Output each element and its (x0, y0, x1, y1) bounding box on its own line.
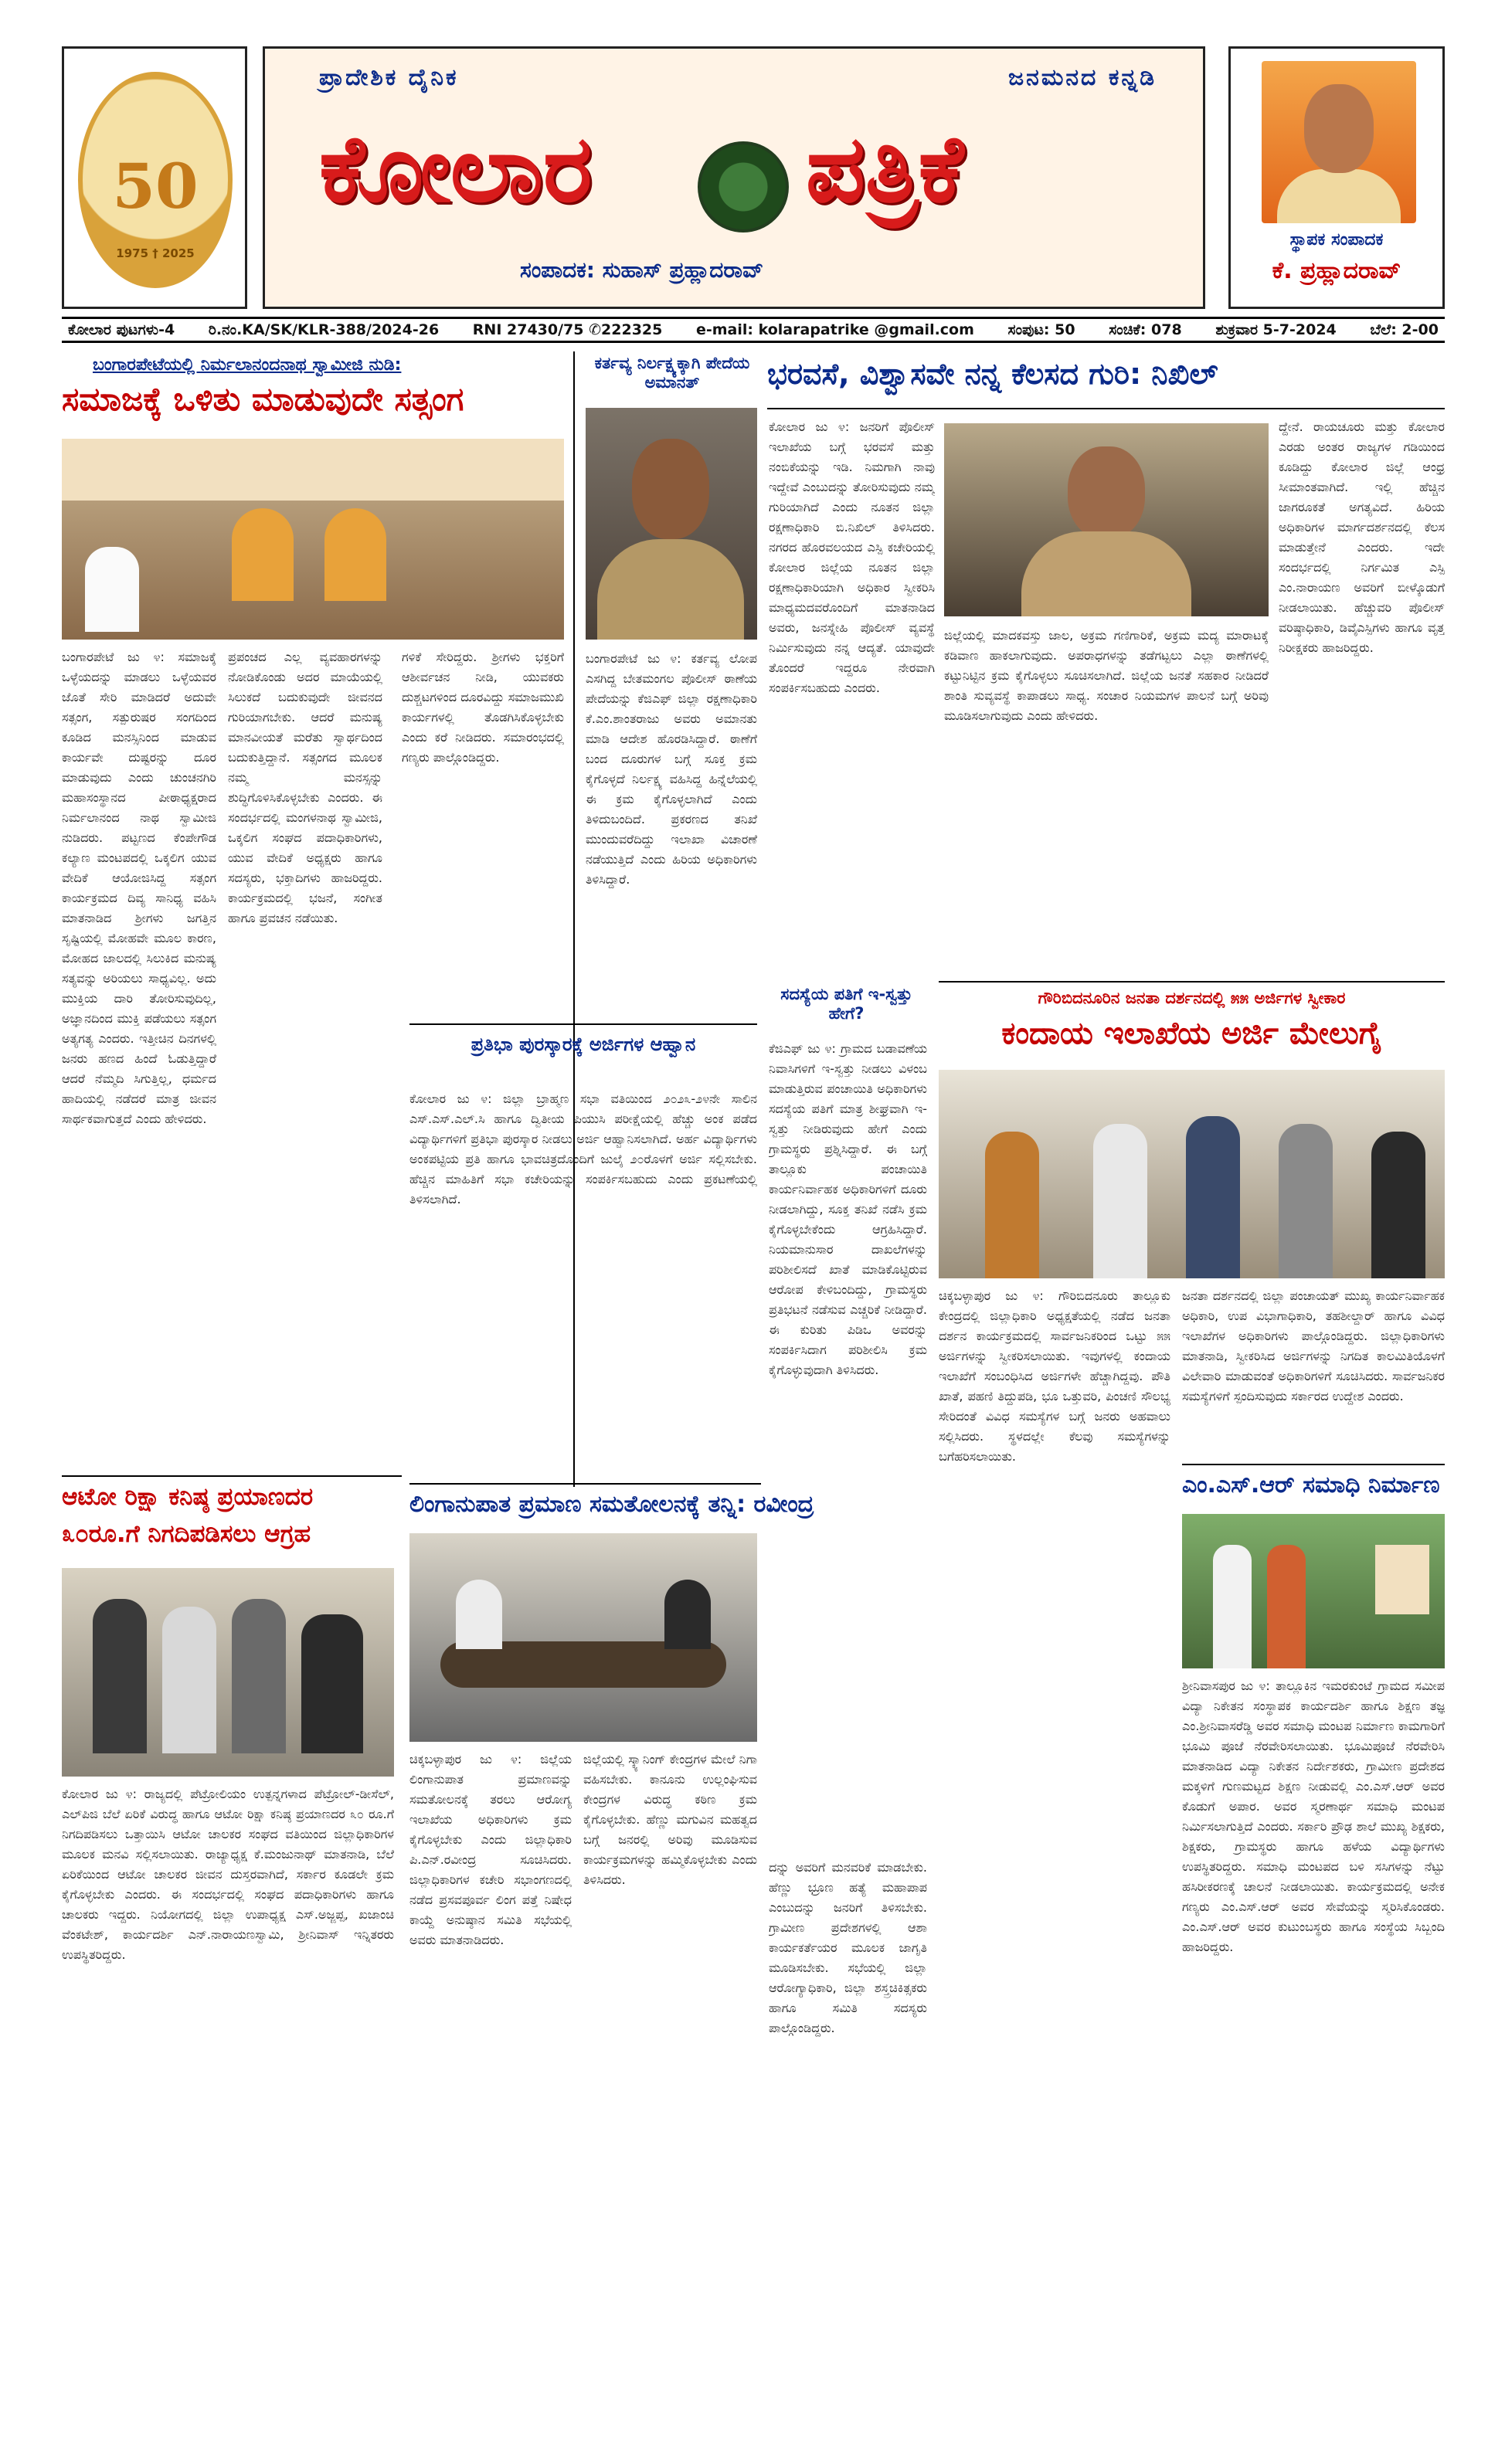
info-date: ಶುಕ್ರವಾರ 5-7-2024 (1215, 321, 1337, 338)
info-email: e-mail: kolarapatrike @gmail.com (695, 321, 974, 338)
story1-kicker: ಬಂಗಾರಪೇಟೆಯಲ್ಲಿ ನಿರ್ಮಲಾನಂದನಾಥ ಸ್ವಾಮೀಜಿ ನುಡಿ: (93, 355, 402, 375)
founder-portrait (1262, 61, 1416, 223)
story4-body: ಕೋಲಾರ ಜು ೪: ಜಿಲ್ಲಾ ಬ್ರಾಹ್ಮಣ ಸಭಾ ವತಿಯಿಂದ ೨೦೨೩-೨೪ನೇ ಸಾಲಿನ ಎಸ್.ಎಸ್.ಎಲ್.ಸಿ ಹಾಗೂ ದ್ವಿತೀಯ ಪಿಯುಸಿ ಪರೀಕ್ಷೆಯಲ್ಲಿ ಹೆಚ್ಚು ಅಂಕ ಪಡೆದ ವಿದ್ಯಾರ್ಥಿಗಳಿಗೆ ಪ್ರತಿಭಾ ಪುರಸ್ಕಾರ ನೀಡಲು ಅರ್ಜಿ ಆಹ್ವಾನಿಸಲಾಗಿದೆ. ಅರ್ಹ ವಿದ್ಯಾರ್ಥಿಗಳು ಅಂಕಪಟ್ಟಿಯ ಪ್ರತಿ ಹಾಗೂ ಭಾವಚಿತ್ರದೊಂದಿಗೆ ಜುಲೈ ೨೦ರೊಳಗೆ ಅರ್ಜಿ ಸಲ್ಲಿಸಬೇಕು. ಹೆಚ್ಚಿನ ಮಾಹಿತಿಗೆ ಸಭಾ ಕಚೇರಿಯನ್ನು ಸಂಪರ್ಕಿಸಬಹುದು ಎಂದು ಪ್ರಕಟಣೆಯಲ್ಲಿ ತಿಳಿಸಲಾಗಿದೆ. (409, 1091, 757, 1207)
story3-body: ಬಂಗಾರಪೇಟೆ ಜು ೪: ಕರ್ತವ್ಯ ಲೋಪ ಎಸಗಿದ್ದ ಬೇತಮಂಗಲ ಪೊಲೀಸ್ ಠಾಣೆಯ ಪೇದೆಯನ್ನು ಕೆಜಿಎಫ್ ಜಿಲ್ಲಾ ರಕ್ಷಣಾಧಿಕಾರಿ ಕೆ.ಎಂ.ಶಾಂತರಾಜು ಅವರು ಅಮಾನತು ಮಾಡಿ ಆದೇಶ ಹೊರಡಿಸಿದ್ದಾರೆ. ಠಾಣೆಗೆ ಬಂದ ದೂರುಗಳ ಬಗ್ಗೆ ಸೂಕ್ತ ಕ್ರಮ ಕೈಗೊಳ್ಳದೆ ನಿರ್ಲಕ್ಷ್ಯ ವಹಿಸಿದ್ದ ಹಿನ್ನೆಲೆಯಲ್ಲಿ ಈ ಕ್ರಮ ಕೈಗೊಳ್ಳಲಾಗಿದೆ ಎಂದು ತಿಳಿದುಬಂದಿದೆ. ಪ್ರಕರಣದ ತನಿಖೆ ಮುಂದುವರೆದಿದ್ದು ಇಲಾಖಾ ವಿಚಾರಣೆ ನಡೆಯುತ್ತಿದೆ ಎಂದು ಹಿರಿಯ ಅಧಿಕಾರಿಗಳು ತಿಳಿಸಿದ್ದಾರೆ. (586, 651, 757, 887)
editor-line: ಸಂಪಾದಕ: ಸುಹಾಸ್ ಪ್ರಹ್ಲಾದರಾವ್ (520, 257, 764, 283)
story5-headline: ಭರವಸೆ, ವಿಶ್ವಾಸವೇ ನನ್ನ ಕೆಲಸದ ಗುರಿ: ನಿಖಿಲ್ (767, 357, 1218, 391)
story2-photo (62, 1568, 394, 1777)
story2-headline-2: ೩೦ರೂ.ಗೆ ನಿಗದಿಪಡಿಸಲು ಆಗ್ರಹ (62, 1520, 311, 1548)
story2-body: ಕೋಲಾರ ಜು ೪: ರಾಜ್ಯದಲ್ಲಿ ಪೆಟ್ರೋಲಿಯಂ ಉತ್ಪನ್ನಗಳಾದ ಪೆಟ್ರೋಲ್-ಡೀಸೆಲ್, ಎಲ್‌ಪಿಜಿ ಬೆಲೆ ಏರಿಕೆ ವಿರುದ್ಧ ಹಾಗೂ ಆಟೋ ರಿಕ್ಷಾ ಕನಿಷ್ಠ ಪ್ರಯಾಣದರ ೩೦ ರೂ.ಗೆ ನಿಗದಿಪಡಿಸಲು ಒತ್ತಾಯಿಸಿ ಆಟೋ ಚಾಲಕರ ಸಂಘದ ವತಿಯಿಂದ ಜಿಲ್ಲಾಧಿಕಾರಿಗಳ ಮೂಲಕ ಮನವಿ ಸಲ್ಲಿಸಲಾಯಿತು. ರಾಜ್ಯಾಧ್ಯಕ್ಷ ಕೆ.ಮಂಜುನಾಥ್ ಮಾತನಾಡಿ, ಬೆಲೆ ಏರಿಕೆಯಿಂದ ಆಟೋ ಚಾಲಕರ ಜೀವನ ದುಸ್ತರವಾಗಿದೆ, ಸರ್ಕಾರ ಕೂಡಲೇ ಕ್ರಮ ಕೈಗೊಳ್ಳಬೇಕು ಎಂದರು. ಈ ಸಂದರ್ಭದಲ್ಲಿ ಸಂಘದ ಪದಾಧಿಕಾರಿಗಳು ಹಾಗೂ ಚಾಲಕರು ಇದ್ದರು. ನಿಯೋಗದಲ್ಲಿ ಜಿಲ್ಲಾ ಉಪಾಧ್ಯಕ್ಷ ಎಸ್.ಅಜ್ಜಪ್ಪ, ಖಜಾಂಚಿ ವೆಂಕಟೇಶ್, ಕಾರ್ಯದರ್ಶಿ ಎನ್.ನಾರಾಯಣಸ್ವಾಮಿ, ಶ್ರೀನಿವಾಸ್ ಇನ್ನಿತರರು ಉಪಸ್ಥಿತರಿದ್ದರು. (62, 1787, 394, 1962)
story3-photo (586, 408, 757, 640)
info-volume: ಸಂಪುಟ: 50 (1007, 321, 1075, 338)
masthead-title-left: ಕೋಲಾರ (319, 114, 593, 223)
info-rni: RNI 27430/75 ✆222325 (472, 321, 663, 338)
story1-col3: ಗಳಿಕೆ ಸೇರಿದ್ದರು. ಶ್ರೀಗಳು ಭಕ್ತರಿಗೆ ಆಶೀರ್ವಚನ ನೀಡಿ, ಯುವಕರು ದುಶ್ಚಟಗಳಿಂದ ದೂರವಿದ್ದು ಸಮಾಜಮುಖಿ ಕಾರ್ಯಗಳಲ್ಲಿ ತೊಡಗಿಸಿಕೊಳ್ಳಬೇಕು ಎಂದು ಕರೆ ನೀಡಿದರು. ಸಮಾರಂಭದಲ್ಲಿ ಗಣ್ಯರು ಪಾಲ್ಗೊಂಡಿದ್ದರು. (402, 650, 564, 765)
founder-name: ಕೆ. ಪ್ರಹ್ಲಾದರಾವ್ (1272, 257, 1401, 284)
story7-headline: ಕಂದಾಯ ಇಲಾಖೆಯ ಅರ್ಜಿ ಮೇಲುಗೈ (1001, 1016, 1382, 1051)
story6-body: ಕೆಜಿಎಫ್ ಜು ೪: ಗ್ರಾಮದ ಬಡಾವಣೆಯ ನಿವಾಸಿಗಳಿಗೆ ಇ-ಸ್ವತ್ತು ನೀಡಲು ವಿಳಂಬ ಮಾಡುತ್ತಿರುವ ಪಂಚಾಯಿತಿ ಅಧಿಕಾರಿಗಳು ಸದಸ್ಯೆಯ ಪತಿಗೆ ಮಾತ್ರ ಶೀಘ್ರವಾಗಿ ಇ-ಸ್ವತ್ತು ನೀಡಿರುವುದು ಹೇಗೆ ಎಂದು ಗ್ರಾಮಸ್ಥರು ಪ್ರಶ್ನಿಸಿದ್ದಾರೆ. ಈ ಬಗ್ಗೆ ತಾಲ್ಲೂಕು ಪಂಚಾಯಿತಿ ಕಾರ್ಯನಿರ್ವಾಹಕ ಅಧಿಕಾರಿಗಳಿಗೆ ದೂರು ನೀಡಲಾಗಿದ್ದು, ಸೂಕ್ತ ತನಿಖೆ ನಡೆಸಿ ಕ್ರಮ ಕೈಗೊಳ್ಳಬೇಕೆಂದು ಆಗ್ರಹಿಸಿದ್ದಾರೆ. ನಿಯಮಾನುಸಾರ ದಾಖಲೆಗಳನ್ನು ಪರಿಶೀಲಿಸದೆ ಖಾತೆ ಮಾಡಿಕೊಟ್ಟಿರುವ ಆರೋಪ ಕೇಳಿಬಂದಿದ್ದು, ಗ್ರಾಮಸ್ಥರು ಪ್ರತಿಭಟನೆ ನಡೆಸುವ ಎಚ್ಚರಿಕೆ ನೀಡಿದ್ದಾರೆ. ಈ ಕುರಿತು ಪಿಡಿಒ ಅವರನ್ನು ಸಂಪರ್ಕಿಸಿದಾಗ ಪರಿಶೀಲಿಸಿ ಕ್ರಮ ಕೈಗೊಳ್ಳುವುದಾಗಿ ತಿಳಿಸಿದರು. (769, 1041, 927, 1377)
info-bar (62, 317, 1445, 343)
logo-number: 50 (112, 150, 199, 222)
info-price: ಬೆಲೆ: 2-00 (1370, 321, 1439, 338)
story1-col2: ಪ್ರಪಂಚದ ಎಲ್ಲ ವ್ಯವಹಾರಗಳನ್ನು ನೋಡಿಕೊಂಡು ಅದರ ಮಾಯೆಯಲ್ಲಿ ಸಿಲುಕದೆ ಬದುಕುವುದೇ ಜೀವನದ ಗುರಿಯಾಗಬೇಕು. ಆದರೆ ಮನುಷ್ಯ ಮಾನವೀಯತೆ ಮರೆತು ಸ್ವಾರ್ಥದಿಂದ ಬದುಕುತ್ತಿದ್ದಾನೆ. ಸತ್ಸಂಗದ ಮೂಲಕ ನಮ್ಮ ಮನಸ್ಸನ್ನು ಶುದ್ಧಿಗೊಳಿಸಿಕೊಳ್ಳಬೇಕು ಎಂದರು. ಈ ಸಂದರ್ಭದಲ್ಲಿ ಮಂಗಳನಾಥ ಸ್ವಾಮೀಜಿ, ಒಕ್ಕಲಿಗ ಸಂಘದ ಪದಾಧಿಕಾರಿಗಳು, ಯುವ ವೇದಿಕೆ ಅಧ್ಯಕ್ಷರು ಹಾಗೂ ಸದಸ್ಯರು, ಭಕ್ತಾದಿಗಳು ಹಾಜರಿದ್ದರು. ಕಾರ್ಯಕ್ರಮದಲ್ಲಿ ಭಜನೆ, ಸಂಗೀತ ಹಾಗೂ ಪ್ರವಚನ ನಡೆಯಿತು. (228, 650, 382, 925)
story5-col1: ಕೋಲಾರ ಜು ೪: ಜನರಿಗೆ ಪೊಲೀಸ್ ಇಲಾಖೆಯ ಬಗ್ಗೆ ಭರವಸೆ ಮತ್ತು ನಂಬಿಕೆಯನ್ನು ಇಡಿ. ನಿಮಗಾಗಿ ನಾವು ಇದ್ದೇವೆ ಎಂಬುದನ್ನು ತೋರಿಸುವುದು ನಮ್ಮ ಗುರಿಯಾಗಿದೆ ಎಂದು ನೂತನ ಜಿಲ್ಲಾ ರಕ್ಷಣಾಧಿಕಾರಿ ಬಿ.ನಿಖಿಲ್ ತಿಳಿಸಿದರು. ನಗರದ ಹೊರವಲಯದ ಎಸ್ಪಿ ಕಚೇರಿಯಲ್ಲಿ ಕೋಲಾರ ಜಿಲ್ಲೆಯ ನೂತನ ಜಿಲ್ಲಾ ರಕ್ಷಣಾಧಿಕಾರಿಯಾಗಿ ಅಧಿಕಾರ ಸ್ವೀಕರಿಸಿ ಮಾಧ್ಯಮದವರೊಂದಿಗೆ ಮಾತನಾಡಿದ ಅವರು, ಜನಸ್ನೇಹಿ ಪೊಲೀಸ್ ವ್ಯವಸ್ಥೆ ನಿರ್ಮಿಸುವುದು ನನ್ನ ಆದ್ಯತೆ. ಯಾವುದೇ ತೊಂದರೆ ಇದ್ದರೂ ನೇರವಾಗಿ ಸಂಪರ್ಕಿಸಬಹುದು ಎಂದರು. (769, 419, 935, 695)
masthead-kicker-left: ಪ್ರಾದೇಶಿಕ ದೈನಿಕ (319, 64, 459, 91)
masthead (263, 46, 1205, 309)
anniversary-logo-box (62, 46, 247, 309)
elephant-emblem-icon (698, 141, 789, 232)
story6-kicker: ಸದಸ್ಯೆಯ ಪತಿಗೆ ಇ-ಸ್ವತ್ತು ಹೇಗೆ? (780, 985, 912, 1023)
story1-headline: ಸಮಾಜಕ್ಕೆ ಒಳಿತು ಮಾಡುವುದೇ ಸತ್ಸಂಗ (62, 380, 464, 418)
logo-years: 1975 † 2025 (116, 246, 195, 260)
story5-photo (944, 423, 1269, 616)
story9-col1: ಚಿಕ್ಕಬಳ್ಳಾಪುರ ಜು ೪: ಜಿಲ್ಲೆಯ ಲಿಂಗಾನುಪಾತ ಪ್ರಮಾಣವನ್ನು ಸಮತೋಲನಕ್ಕೆ ತರಲು ಆರೋಗ್ಯ ಇಲಾಖೆಯ ಅಧಿಕಾರಿಗಳು ಕ್ರಮ ಕೈಗೊಳ್ಳಬೇಕು ಎಂದು ಜಿಲ್ಲಾಧಿಕಾರಿ ಪಿ.ಎನ್.ರವೀಂದ್ರ ಸೂಚಿಸಿದರು. ಜಿಲ್ಲಾಧಿಕಾರಿಗಳ ಕಚೇರಿ ಸಭಾಂಗಣದಲ್ಲಿ ನಡೆದ ಪ್ರಸವಪೂರ್ವ ಲಿಂಗ ಪತ್ತೆ ನಿಷೇಧ ಕಾಯ್ದೆ ಅನುಷ್ಠಾನ ಸಮಿತಿ ಸಭೆಯಲ್ಲಿ ಅವರು ಮಾತನಾಡಿದರು. (409, 1752, 572, 1947)
info-pages: ಕೋಲಾರ ಪುಟಗಳು-4 (68, 321, 175, 338)
story9-col3: ದನ್ನು ಅವರಿಗೆ ಮನವರಿಕೆ ಮಾಡಬೇಕು. ಹೆಣ್ಣು ಭ್ರೂಣ ಹತ್ಯೆ ಮಹಾಪಾಪ ಎಂಬುದನ್ನು ಜನರಿಗೆ ತಿಳಿಸಬೇಕು. ಗ್ರಾಮೀಣ ಪ್ರದೇಶಗಳಲ್ಲಿ ಆಶಾ ಕಾರ್ಯಕರ್ತೆಯರ ಮೂಲಕ ಜಾಗೃತಿ ಮೂಡಿಸಬೇಕು. ಸಭೆಯಲ್ಲಿ ಜಿಲ್ಲಾ ಆರೋಗ್ಯಾಧಿಕಾರಿ, ಜಿಲ್ಲಾ ಶಸ್ತ್ರಚಿಕಿತ್ಸಕರು ಹಾಗೂ ಸಮಿತಿ ಸದಸ್ಯರು ಪಾಲ್ಗೊಂಡಿದ್ದರು. (769, 1860, 927, 2035)
founder-label: ಸ್ಥಾಪಕ ಸಂಪಾದಕ (1289, 230, 1384, 249)
story2-headline-1: ಆಟೋ ರಿಕ್ಷಾ ಕನಿಷ್ಠ ಪ್ರಯಾಣದರ (62, 1483, 314, 1511)
story7-photo (939, 1070, 1445, 1278)
founder-face-icon (1304, 84, 1374, 173)
story5-col2: ಜಿಲ್ಲೆಯಲ್ಲಿ ಮಾದಕವಸ್ತು ಜಾಲ, ಅಕ್ರಮ ಗಣಿಗಾರಿಕೆ, ಅಕ್ರಮ ಮದ್ಯ ಮಾರಾಟಕ್ಕೆ ಕಡಿವಾಣ ಹಾಕಲಾಗುವುದು. ಅಪರಾಧಗಳನ್ನು ತಡೆಗಟ್ಟಲು ಎಲ್ಲಾ ಠಾಣೆಗಳಲ್ಲಿ ಕಟ್ಟುನಿಟ್ಟಿನ ಕ್ರಮ ಕೈಗೊಳ್ಳಲು ಸೂಚಿಸಲಾಗಿದೆ. ಜಿಲ್ಲೆಯ ಜನತೆ ಸಹಕಾರ ನೀಡಿದರೆ ಶಾಂತಿ ಸುವ್ಯವಸ್ಥೆ ಕಾಪಾಡಲು ಸಾಧ್ಯ. ಸಂಚಾರ ನಿಯಮಗಳ ಪಾಲನೆ ಬಗ್ಗೆ ಅರಿವು ಮೂಡಿಸಲಾಗುವುದು ಎಂದು ಹೇಳಿದರು. (944, 628, 1269, 723)
info-reg-no: ರಿ.ನಂ.KA/SK/KLR-388/2024-26 (208, 321, 440, 338)
story7-kicker: ಗೌರಿಬಿದನೂರಿನ ಜನತಾ ದರ್ಶನದಲ್ಲಿ ೫೫ ಅರ್ಜಿಗಳ ಸ್ವೀಕಾರ (1038, 989, 1346, 1007)
story8-headline: ಎಂ.ಎಸ್.ಆರ್ ಸಮಾಧಿ ನಿರ್ಮಾಣ (1182, 1471, 1440, 1498)
masthead-kicker-right: ಜನಮನದ ಕನ್ನಡಿ (1007, 64, 1157, 91)
story4-headline: ಪ್ರತಿಭಾ ಪುರಸ್ಕಾರಕ್ಕೆ ಅರ್ಜಿಗಳ ಆಹ್ವಾನ (471, 1033, 696, 1055)
story1-col1: ಬಂಗಾರಪೇಟೆ ಜು ೪: ಸಮಾಜಕ್ಕೆ ಒಳ್ಳೆಯದನ್ನು ಮಾಡಲು ಒಳ್ಳೆಯವರ ಜೊತೆ ಸೇರಿ ಮಾಡಿದರೆ ಅದುವೇ ಸತ್ಸಂಗ, ಸತ್ಪುರುಷರ ಸಂಗದಿಂದ ಕೂಡಿದ ಮನಸ್ಸಿನಿಂದ ಮಾಡುವ ಕಾರ್ಯವೇ ದುಷ್ಟರನ್ನು ದೂರ ಮಾಡುವುದು ಎಂದು ಚುಂಚನಗಿರಿ ಮಹಾಸಂಸ್ಥಾನದ ಪೀಠಾಧ್ಯಕ್ಷರಾದ ನಿರ್ಮಲಾನಂದ ನಾಥ ಸ್ವಾಮೀಜಿ ನುಡಿದರು. ಪಟ್ಟಣದ ಕೆಂಪೇಗೌಡ ಕಲ್ಯಾಣ ಮಂಟಪದಲ್ಲಿ ಒಕ್ಕಲಿಗ ಯುವ ವೇದಿಕೆ ಆಯೋಜಿಸಿದ್ದ ಸತ್ಸಂಗ ಕಾರ್ಯಕ್ರಮದ ದಿವ್ಯ ಸಾನಿಧ್ಯ ವಹಿಸಿ ಮಾತನಾಡಿದ ಶ್ರೀಗಳು ಜಗತ್ತಿನ ಸೃಷ್ಟಿಯಲ್ಲಿ ಮೋಹವೇ ಮೂಲ ಕಾರಣ, ಮೋಹದ ಜಾಲದಲ್ಲಿ ಸಿಲುಕಿದ ಮನುಷ್ಯ ಸತ್ಯವನ್ನು ಅರಿಯಲು ಸಾಧ್ಯವಿಲ್ಲ. ಅದು ಮುಕ್ತಿಯ ದಾರಿ ತೋರಿಸುವುದಿಲ್ಲ, ಅಜ್ಞಾನದಿಂದ ಮುಕ್ತಿ ಪಡೆಯಲು ಸತ್ಸಂಗ ಅತ್ಯಗತ್ಯ ಎಂದರು. ಇತ್ತೀಚಿನ ದಿನಗಳಲ್ಲಿ ಜನರು ಹಣದ ಹಿಂದೆ ಓಡುತ್ತಿದ್ದಾರೆ ಆದರೆ ನೆಮ್ಮದಿ ಸಿಗುತ್ತಿಲ್ಲ, ಧರ್ಮದ ಹಾದಿಯಲ್ಲಿ ನಡೆದರೆ ಮಾತ್ರ ಜೀವನ ಸಾರ್ಥಕವಾಗುತ್ತದೆ ಎಂದು ಹೇಳಿದರು. (62, 650, 216, 1126)
story3-kicker: ಕರ್ತವ್ಯ ನಿರ್ಲಕ್ಷ್ಯಕ್ಕಾಗಿ ಪೇದೆಯ ಅಮಾನತ್ (594, 354, 750, 392)
story8-photo (1182, 1514, 1445, 1668)
story9-col2: ಜಿಲ್ಲೆಯಲ್ಲಿ ಸ್ಕ್ಯಾನಿಂಗ್ ಕೇಂದ್ರಗಳ ಮೇಲೆ ನಿಗಾ ವಹಿಸಬೇಕು. ಕಾನೂನು ಉಲ್ಲಂಘಿಸುವ ಕೇಂದ್ರಗಳ ವಿರುದ್ಧ ಕಠಿಣ ಕ್ರಮ ಕೈಗೊಳ್ಳಬೇಕು. ಹೆಣ್ಣು ಮಗುವಿನ ಮಹತ್ವದ ಬಗ್ಗೆ ಜನರಲ್ಲಿ ಅರಿವು ಮೂಡಿಸುವ ಕಾರ್ಯಕ್ರಮಗಳನ್ನು ಹಮ್ಮಿಕೊಳ್ಳಬೇಕು ಎಂದು ತಿಳಿಸಿದರು. (583, 1752, 757, 1887)
anniversary-logo-icon (78, 72, 233, 288)
founder-box (1228, 46, 1445, 309)
story7-col1: ಚಿಕ್ಕಬಳ್ಳಾಪುರ ಜು ೪: ಗೌರಿಬಿದನೂರು ತಾಲ್ಲೂಕು ಕೇಂದ್ರದಲ್ಲಿ ಜಿಲ್ಲಾಧಿಕಾರಿ ಅಧ್ಯಕ್ಷತೆಯಲ್ಲಿ ನಡೆದ ಜನತಾ ದರ್ಶನ ಕಾರ್ಯಕ್ರಮದಲ್ಲಿ ಸಾರ್ವಜನಿಕರಿಂದ ಒಟ್ಟು ೫೫ ಅರ್ಜಿಗಳನ್ನು ಸ್ವೀಕರಿಸಲಾಯಿತು. ಇವುಗಳಲ್ಲಿ ಕಂದಾಯ ಇಲಾಖೆಗೆ ಸಂಬಂಧಿಸಿದ ಅರ್ಜಿಗಳೇ ಹೆಚ್ಚಾಗಿದ್ದವು. ಪೌತಿ ಖಾತೆ, ಪಹಣಿ ತಿದ್ದುಪಡಿ, ಭೂ ಒತ್ತುವರಿ, ಪಿಂಚಣಿ ಸೌಲಭ್ಯ ಸೇರಿದಂತೆ ವಿವಿಧ ಸಮಸ್ಯೆಗಳ ಬಗ್ಗೆ ಜನರು ಅಹವಾಲು ಸಲ್ಲಿಸಿದರು. ಸ್ಥಳದಲ್ಲೇ ಕೆಲವು ಸಮಸ್ಯೆಗಳನ್ನು ಬಗೆಹರಿಸಲಾಯಿತು. (939, 1288, 1170, 1464)
story9-photo (409, 1533, 757, 1742)
story9-headline: ಲಿಂಗಾನುಪಾತ ಪ್ರಮಾಣ ಸಮತೋಲನಕ್ಕೆ ತನ್ನಿ: ರವೀಂದ್ರ (409, 1491, 814, 1518)
info-issue: ಸಂಚಿಕೆ: 078 (1109, 321, 1182, 338)
story5-col3: ದ್ದೇನೆ. ರಾಯಚೂರು ಮತ್ತು ಕೋಲಾರ ಎರಡು ಅಂತರ ರಾಜ್ಯಗಳ ಗಡಿಯಿಂದ ಕೂಡಿದ್ದು ಕೋಲಾರ ಜಿಲ್ಲೆ ಆಂಧ್ರ ಸೀಮಾಂತವಾಗಿದೆ. ಇಲ್ಲಿ ಹೆಚ್ಚಿನ ಜಾಗರೂಕತೆ ಅಗತ್ಯವಿದೆ. ಹಿರಿಯ ಅಧಿಕಾರಿಗಳ ಮಾರ್ಗದರ್ಶನದಲ್ಲಿ ಕೆಲಸ ಮಾಡುತ್ತೇನೆ ಎಂದರು. ಇದೇ ಸಂದರ್ಭದಲ್ಲಿ ನಿರ್ಗಮಿತ ಎಸ್ಪಿ ಎಂ.ನಾರಾಯಣ ಅವರಿಗೆ ಬೀಳ್ಕೊಡುಗೆ ನೀಡಲಾಯಿತು. ಹೆಚ್ಚುವರಿ ಪೊಲೀಸ್ ವರಿಷ್ಠಾಧಿಕಾರಿ, ಡಿವೈಎಸ್ಪಿಗಳು ಹಾಗೂ ವೃತ್ತ ನಿರೀಕ್ಷಕರು ಹಾಜರಿದ್ದರು. (1279, 419, 1445, 655)
story7-col2: ಜನತಾ ದರ್ಶನದಲ್ಲಿ ಜಿಲ್ಲಾ ಪಂಚಾಯತ್ ಮುಖ್ಯ ಕಾರ್ಯನಿರ್ವಾಹಕ ಅಧಿಕಾರಿ, ಉಪ ವಿಭಾಗಾಧಿಕಾರಿ, ತಹಶೀಲ್ದಾರ್ ಹಾಗೂ ವಿವಿಧ ಇಲಾಖೆಗಳ ಅಧಿಕಾರಿಗಳು ಪಾಲ್ಗೊಂಡಿದ್ದರು. ಜಿಲ್ಲಾಧಿಕಾರಿಗಳು ಮಾತನಾಡಿ, ಸ್ವೀಕರಿಸಿದ ಅರ್ಜಿಗಳನ್ನು ನಿಗದಿತ ಕಾಲಮಿತಿಯೊಳಗೆ ವಿಲೇವಾರಿ ಮಾಡುವಂತೆ ಅಧಿಕಾರಿಗಳಿಗೆ ಸೂಚಿಸಿದರು. ಸಾರ್ವಜನಿಕರ ಸಮಸ್ಯೆಗಳಿಗೆ ಸ್ಪಂದಿಸುವುದು ಸರ್ಕಾರದ ಉದ್ದೇಶ ಎಂದರು. (1182, 1288, 1445, 1403)
story1-photo (62, 439, 564, 640)
masthead-title-right: ಪತ್ರಿಕೆ (806, 114, 964, 223)
story8-body: ಶ್ರೀನಿವಾಸಪುರ ಜು ೪: ತಾಲ್ಲೂಕಿನ ಇಮರಕುಂಟೆ ಗ್ರಾಮದ ಸಮೀಪ ವಿದ್ಯಾ ನಿಕೇತನ ಸಂಸ್ಥಾಪಕ ಕಾರ್ಯದರ್ಶಿ ಹಾಗೂ ಶಿಕ್ಷಣ ತಜ್ಞ ಎಂ.ಶ್ರೀನಿವಾಸರೆಡ್ಡಿ ಅವರ ಸಮಾಧಿ ಮಂಟಪ ನಿರ್ಮಾಣ ಕಾಮಗಾರಿಗೆ ಭೂಮಿ ಪೂಜೆ ನೆರವೇರಿಸಲಾಯಿತು. ಭೂಮಿಪೂಜೆ ನೆರವೇರಿಸಿ ಮಾತನಾಡಿದ ವಿದ್ಯಾ ನಿಕೇತನ ನಿರ್ದೇಶಕರು, ಗ್ರಾಮೀಣ ಪ್ರದೇಶದ ಮಕ್ಕಳಿಗೆ ಗುಣಮಟ್ಟದ ಶಿಕ್ಷಣ ನೀಡುವಲ್ಲಿ ಎಂ.ಎಸ್.ಆರ್ ಅವರ ಕೊಡುಗೆ ಅಪಾರ. ಅವರ ಸ್ಮರಣಾರ್ಥ ಸಮಾಧಿ ಮಂಟಪ ನಿರ್ಮಿಸಲಾಗುತ್ತಿದೆ ಎಂದರು. ಸರ್ಕಾರಿ ಪ್ರೌಢ ಶಾಲೆ ಮುಖ್ಯ ಶಿಕ್ಷಕರು, ಶಿಕ್ಷಕರು, ಗ್ರಾಮಸ್ಥರು ಹಾಗೂ ಹಳೆಯ ವಿದ್ಯಾರ್ಥಿಗಳು ಉಪಸ್ಥಿತರಿದ್ದರು. ಸಮಾಧಿ ಮಂಟಪದ ಬಳಿ ಸಸಿಗಳನ್ನು ನೆಟ್ಟು ಹಸಿರೀಕರಣಕ್ಕೆ ಚಾಲನೆ ನೀಡಲಾಯಿತು. ಕಾರ್ಯಕ್ರಮದಲ್ಲಿ ಅನೇಕ ಗಣ್ಯರು ಎಂ.ಎಸ್.ಆರ್ ಅವರ ಸೇವೆಯನ್ನು ಸ್ಮರಿಸಿಕೊಂಡರು. ಎಂ.ಎಸ್.ಆರ್ ಅವರ ಕುಟುಂಬಸ್ಥರು ಹಾಗೂ ಸಂಸ್ಥೆಯ ಸಿಬ್ಬಂದಿ ಹಾಜರಿದ್ದರು. (1182, 1678, 1445, 1954)
